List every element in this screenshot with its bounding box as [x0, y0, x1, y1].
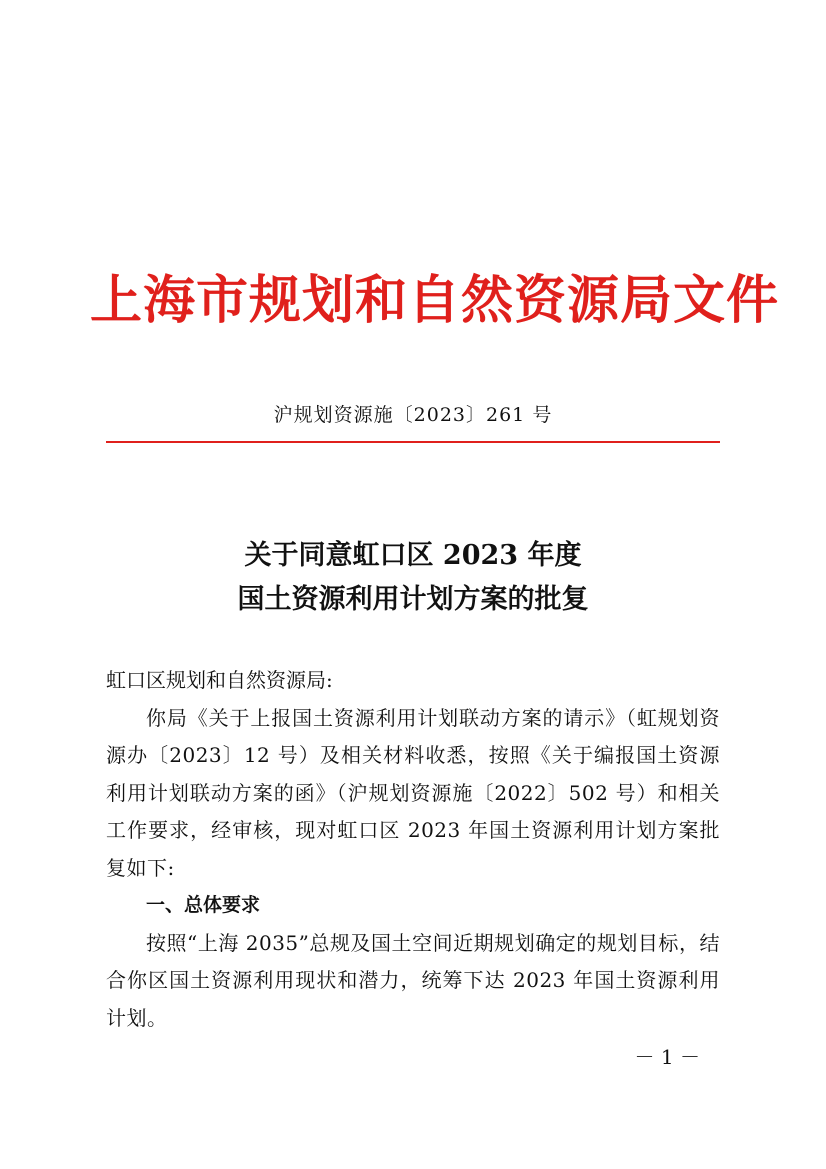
document-number: 沪规划资源施〔2023〕261 号	[273, 404, 553, 426]
document-body	[106, 662, 720, 1037]
title-line-1: 关于同意虹口区 2023 年度	[244, 540, 582, 571]
body-paragraph-1: 你局《关于上报国土资源利用计划联动方案的请示》（虹规划资源办〔2023〕12 号）及相关材料收悉，按照《关于编报国土资源利用计划联动方案的函》（沪规划资源施〔2022〕502 号）和相关工作要求，经审核，现对虹口区 2023 年国土资源利用计划方案批复如下:	[106, 705, 720, 880]
issuer-masthead: 上海市规划和自然资源局文件	[90, 270, 780, 331]
document-title	[106, 534, 720, 622]
salutation: 虹口区规划和自然资源局:	[106, 668, 333, 692]
red-divider-rule	[106, 441, 720, 443]
page-number: － 1 －	[634, 1045, 700, 1069]
body-paragraph-2: 按照“上海 2035”总规及国土空间近期规划确定的规划目标，结合你区国土资源利用现状和潜力，统筹下达 2023 年国土资源利用计划。	[106, 930, 720, 1030]
section-heading-1: 一、总体要求	[146, 894, 261, 916]
title-line-2: 国土资源利用计划方案的批复	[237, 584, 589, 615]
